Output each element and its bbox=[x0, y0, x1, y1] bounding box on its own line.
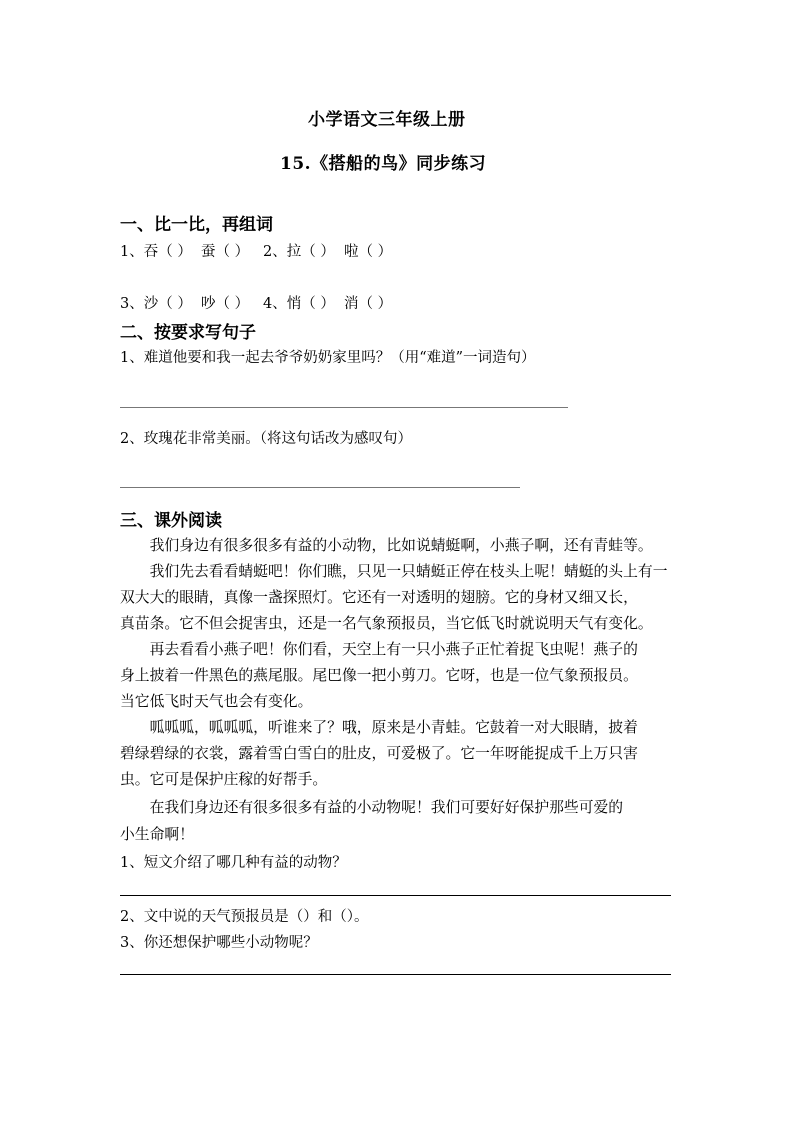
word-row-1: 1、吞（ ） 蚕（ ） 2、拉（ ） 啦（ ） bbox=[120, 244, 393, 260]
passage-line: 小生命啊！ bbox=[120, 826, 194, 843]
passage-line: 双大大的眼睛，真像一盏探照灯。它还有一对透明的翅膀。它的身材又细又长， bbox=[120, 589, 638, 606]
sentence-question-1: 1、难道他要和我一起去爷爷奶奶家里吗？（用“难道”一词造句） bbox=[120, 350, 536, 366]
word-row-2: 3、沙（ ） 吵（ ） 4、悄（ ） 消（ ） bbox=[120, 296, 393, 312]
passage-line: 虫。它可是保护庄稼的好帮手。 bbox=[120, 771, 328, 788]
answer-line-2 bbox=[120, 487, 520, 488]
answer-line-4 bbox=[120, 974, 671, 975]
passage-line: 我们身边有很多很多有益的小动物，比如说蜻蜓啊，小燕子啊，还有青蛙等。 bbox=[120, 537, 653, 554]
passage-line: 再去看看小燕子吧！你们看，天空上有一只小燕子正忙着捉飞虫呢！燕子的 bbox=[120, 641, 638, 658]
sentence-question-2: 2、玫瑰花非常美丽。（将这句话改为感叹句） bbox=[120, 431, 412, 447]
section-2-heading: 二、按要求写句子 bbox=[120, 323, 256, 343]
section-1-heading: 一、比一比，再组词 bbox=[120, 215, 273, 235]
answer-line-3 bbox=[120, 895, 671, 896]
page-subtitle: 15.《搭船的鸟》同步练习 bbox=[280, 154, 487, 174]
passage-line: 呱呱呱，呱呱呱，听谁来了？哦，原来是小青蛙。它鼓着一对大眼睛，披着 bbox=[120, 719, 638, 736]
answer-line-1 bbox=[120, 407, 568, 408]
passage-line: 碧绿碧绿的衣裳，露着雪白雪白的肚皮，可爱极了。它一年呀能捉成千上万只害 bbox=[120, 745, 638, 762]
passage-line: 我们先去看看蜻蜓吧！你们瞧，只见一只蜻蜓正停在枝头上呢！蜻蜓的头上有一 bbox=[120, 563, 668, 580]
reading-question-1: 1、短文介绍了哪几种有益的动物？ bbox=[120, 855, 347, 871]
passage-line: 在我们身边还有很多很多有益的小动物呢！我们可要好好保护那些可爱的 bbox=[120, 799, 624, 816]
section-3-heading: 三、课外阅读 bbox=[120, 511, 222, 531]
passage-line: 当它低飞时天气也会有变化。 bbox=[120, 693, 313, 710]
passage-line: 身上披着一件黑色的燕尾服。尾巴像一把小剪刀。它呀，也是一位气象预报员。 bbox=[120, 667, 638, 684]
reading-question-2: 2、文中说的天气预报员是（）和（）。 bbox=[120, 909, 369, 925]
reading-question-3: 3、你还想保护哪些小动物呢？ bbox=[120, 935, 318, 951]
passage-line: 真苗条。它不但会捉害虫，还是一名气象预报员，当它低飞时就说明天气有变化。 bbox=[120, 615, 653, 632]
page-title: 小学语文三年级上册 bbox=[308, 110, 466, 130]
